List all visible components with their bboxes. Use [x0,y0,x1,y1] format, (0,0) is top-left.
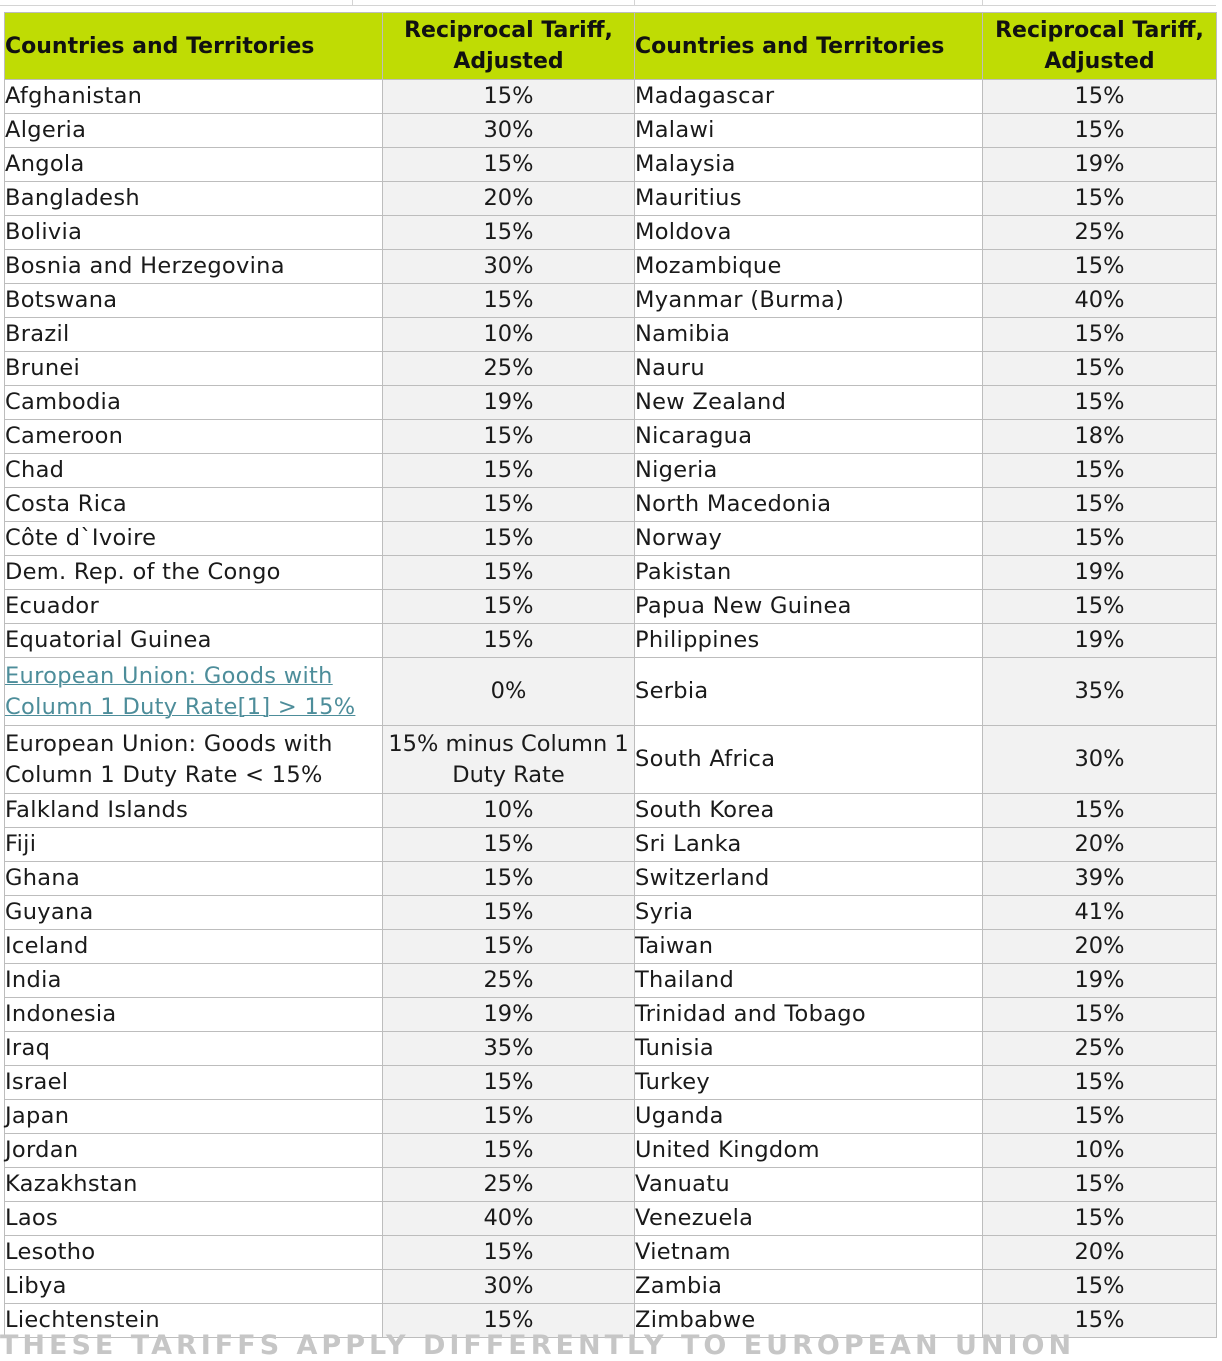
country-cell-left: Iceland [5,930,383,964]
country-cell-left: Indonesia [5,998,383,1032]
country-cell-right: Turkey [635,1066,983,1100]
table-row [5,284,1217,318]
country-cell-right: Namibia [635,318,983,352]
header-tariff-line2: Adjusted [453,49,564,74]
country-cell-right: Taiwan [635,930,983,964]
tariff-cell-right: 15% [983,590,1217,624]
tariff-cell-left: 15% [383,896,635,930]
country-cell-left: Japan [5,1100,383,1134]
table-row [5,794,1217,828]
table-row [5,1270,1217,1304]
country-cell-right: Papua New Guinea [635,590,983,624]
table-row [5,1100,1217,1134]
tariff-cell-left: 19% [383,998,635,1032]
tariff-cell-right: 15% [983,250,1217,284]
country-cell-right: Norway [635,522,983,556]
country-cell-left: Liechtenstein [5,1304,383,1338]
tariff-cell-right: 20% [983,1236,1217,1270]
country-cell-right: Myanmar (Burma) [635,284,983,318]
tariff-cell-right: 41% [983,896,1217,930]
country-cell-left: Chad [5,454,383,488]
country-cell-left: Angola [5,148,383,182]
tariff-cell-right: 15% [983,488,1217,522]
table-row [5,1066,1217,1100]
country-cell-right: Pakistan [635,556,983,590]
country-cell-left: Israel [5,1066,383,1100]
country-cell-right: Nicaragua [635,420,983,454]
country-cell-right: Vanuatu [635,1168,983,1202]
country-cell-left: Libya [5,1270,383,1304]
country-cell-right: Switzerland [635,862,983,896]
table-row [5,1134,1217,1168]
tariff-cell-left: 25% [383,1168,635,1202]
tariff-cell-left: 30% [383,250,635,284]
tariff-cell-left: 15% [383,1304,635,1338]
table-row [5,1032,1217,1066]
country-cell-left: Botswana [5,284,383,318]
header-tariff-left [383,13,635,80]
tariff-cell-left: 15% [383,488,635,522]
country-cell-left: European Union: Goods with Column 1 Duty Rate < 15% [5,726,383,794]
tariff-cell-right: 15% [983,114,1217,148]
table-row [5,624,1217,658]
country-cell-right: Mozambique [635,250,983,284]
country-cell-left: Equatorial Guinea [5,624,383,658]
table-row [5,420,1217,454]
cut-off-caption-text: THESE TARIFFS APPLY DIFFERENTLY TO EUROPEAN UNION [0,1330,1076,1361]
country-cell-left: Cameroon [5,420,383,454]
footnote-link[interactable]: European Union: Goods with Column 1 Duty Rate[1] > 15% [5,662,356,720]
tariff-cell-left: 15% [383,624,635,658]
country-cell-left [5,658,383,726]
table-row [5,386,1217,420]
tariff-cell-right: 20% [983,930,1217,964]
country-cell-right: North Macedonia [635,488,983,522]
tariff-cell-left: 15% [383,862,635,896]
country-cell-left: Jordan [5,1134,383,1168]
tariff-cell-right: 19% [983,556,1217,590]
tariff-cell-left: 19% [383,386,635,420]
table-row [5,454,1217,488]
tariff-cell-right: 10% [983,1134,1217,1168]
tariff-cell-right: 15% [983,1304,1217,1338]
country-cell-right: Moldova [635,216,983,250]
table-row [5,828,1217,862]
tariff-cell-left: 15% [383,930,635,964]
table-row [5,250,1217,284]
tariff-cell-right: 15% [983,794,1217,828]
table-row [5,726,1217,794]
tariff-cell-right: 15% [983,182,1217,216]
country-cell-right: South Africa [635,726,983,794]
reciprocal-tariff-table [4,12,1217,1338]
country-cell-left: India [5,964,383,998]
country-cell-right: Nauru [635,352,983,386]
country-cell-left: Bosnia and Herzegovina [5,250,383,284]
tariff-cell-right: 15% [983,352,1217,386]
tariff-cell-right: 15% [983,1202,1217,1236]
table-row [5,590,1217,624]
country-cell-left: Laos [5,1202,383,1236]
tariff-cell-right: 15% [983,1270,1217,1304]
table-row [5,182,1217,216]
table-row [5,1202,1217,1236]
tariff-cell-right: 15% [983,454,1217,488]
tariff-cell-left: 15% [383,420,635,454]
tariff-cell-left: 25% [383,964,635,998]
tariff-cell-left: 20% [383,182,635,216]
tariff-cell-right: 19% [983,624,1217,658]
country-cell-left: Brunei [5,352,383,386]
country-cell-left: Côte d`Ivoire [5,522,383,556]
header-tariff-line1: Reciprocal Tariff, [404,18,613,43]
country-cell-left: Brazil [5,318,383,352]
tariff-cell-left: 15% [383,828,635,862]
header-tariff-line1: Reciprocal Tariff, [995,18,1204,43]
tariff-cell-right: 40% [983,284,1217,318]
country-cell-left: Cambodia [5,386,383,420]
country-cell-right: Nigeria [635,454,983,488]
country-cell-left: Lesotho [5,1236,383,1270]
header-tariff-line2: Adjusted [1044,49,1155,74]
tariff-cell-left: 40% [383,1202,635,1236]
country-cell-right: Vietnam [635,1236,983,1270]
table-row [5,862,1217,896]
country-cell-left: Bolivia [5,216,383,250]
tariff-cell-left: 10% [383,318,635,352]
tariff-cell-left: 15% [383,1066,635,1100]
country-cell-left: Iraq [5,1032,383,1066]
tariff-cell-left: 15% [383,284,635,318]
tariff-cell-left: 15% [383,522,635,556]
tariff-cell-left: 35% [383,1032,635,1066]
table-row [5,216,1217,250]
country-cell-right: Serbia [635,658,983,726]
tariff-cell-left: 15% [383,454,635,488]
country-cell-right: United Kingdom [635,1134,983,1168]
country-cell-right: Venezuela [635,1202,983,1236]
table-row [5,658,1217,726]
tariff-cell-left: 10% [383,794,635,828]
cut-off-caption [0,1330,1222,1361]
tariff-cell-right: 25% [983,216,1217,250]
country-cell-right: Thailand [635,964,983,998]
country-cell-right: Philippines [635,624,983,658]
country-cell-left: Guyana [5,896,383,930]
country-cell-left: Ecuador [5,590,383,624]
tariff-cell-right: 15% [983,1100,1217,1134]
tariff-cell-right: 19% [983,148,1217,182]
header-countries-left: Countries and Territories [5,13,383,80]
table-row [5,80,1217,114]
tariff-cell-left: 15% [383,148,635,182]
table-row [5,998,1217,1032]
tariff-cell-right: 30% [983,726,1217,794]
country-cell-right: Tunisia [635,1032,983,1066]
tariff-cell-right: 20% [983,828,1217,862]
header-tariff-right [983,13,1217,80]
country-cell-right: Zambia [635,1270,983,1304]
tariff-cell-left: 15% [383,1134,635,1168]
country-cell-left: Dem. Rep. of the Congo [5,556,383,590]
tariff-cell-right: 19% [983,964,1217,998]
header-countries-right: Countries and Territories [635,13,983,80]
country-cell-right: Madagascar [635,80,983,114]
table-row [5,930,1217,964]
table-row [5,488,1217,522]
table-row [5,896,1217,930]
tariff-cell-right: 15% [983,1168,1217,1202]
country-cell-left: Afghanistan [5,80,383,114]
tariff-cell-left: 30% [383,114,635,148]
country-cell-right: Trinidad and Tobago [635,998,983,1032]
tariff-cell-right: 18% [983,420,1217,454]
tariff-cell-right: 15% [983,386,1217,420]
table-row [5,148,1217,182]
previous-table-edge [0,0,1222,6]
tariff-cell-left: 15% [383,216,635,250]
country-cell-right: Mauritius [635,182,983,216]
country-cell-left: Kazakhstan [5,1168,383,1202]
tariff-cell-left: 15% [383,590,635,624]
country-cell-right: Uganda [635,1100,983,1134]
country-cell-left: Falkland Islands [5,794,383,828]
table-row [5,114,1217,148]
tariff-cell-left: 15% [383,1100,635,1134]
table-row [5,522,1217,556]
tariff-cell-left: 15% [383,80,635,114]
country-cell-left: Ghana [5,862,383,896]
table-row [5,318,1217,352]
table-row [5,1236,1217,1270]
table-row [5,556,1217,590]
country-cell-left: Costa Rica [5,488,383,522]
country-cell-right: Malawi [635,114,983,148]
country-cell-left: Bangladesh [5,182,383,216]
tariff-cell-right: 15% [983,1066,1217,1100]
country-cell-left: Fiji [5,828,383,862]
country-cell-right: Malaysia [635,148,983,182]
tariff-cell-left: 25% [383,352,635,386]
tariff-cell-right: 15% [983,522,1217,556]
tariff-cell-left: 15% [383,1236,635,1270]
country-cell-left: Algeria [5,114,383,148]
country-cell-right: New Zealand [635,386,983,420]
country-cell-right: South Korea [635,794,983,828]
tariff-cell-right: 39% [983,862,1217,896]
tariff-cell-right: 15% [983,998,1217,1032]
tariff-cell-right: 35% [983,658,1217,726]
tariff-cell-left: 15% [383,556,635,590]
tariff-cell-right: 25% [983,1032,1217,1066]
table-row [5,352,1217,386]
tariff-cell-left: 0% [383,658,635,726]
tariff-cell-right: 15% [983,318,1217,352]
tariff-cell-left: 30% [383,1270,635,1304]
header-row [5,13,1217,80]
tariff-cell-left: 15% minus Column 1 Duty Rate [383,726,635,794]
table-row [5,964,1217,998]
country-cell-right: Sri Lanka [635,828,983,862]
country-cell-right: Syria [635,896,983,930]
tariff-cell-right: 15% [983,80,1217,114]
country-cell-right: Zimbabwe [635,1304,983,1338]
table-row [5,1168,1217,1202]
